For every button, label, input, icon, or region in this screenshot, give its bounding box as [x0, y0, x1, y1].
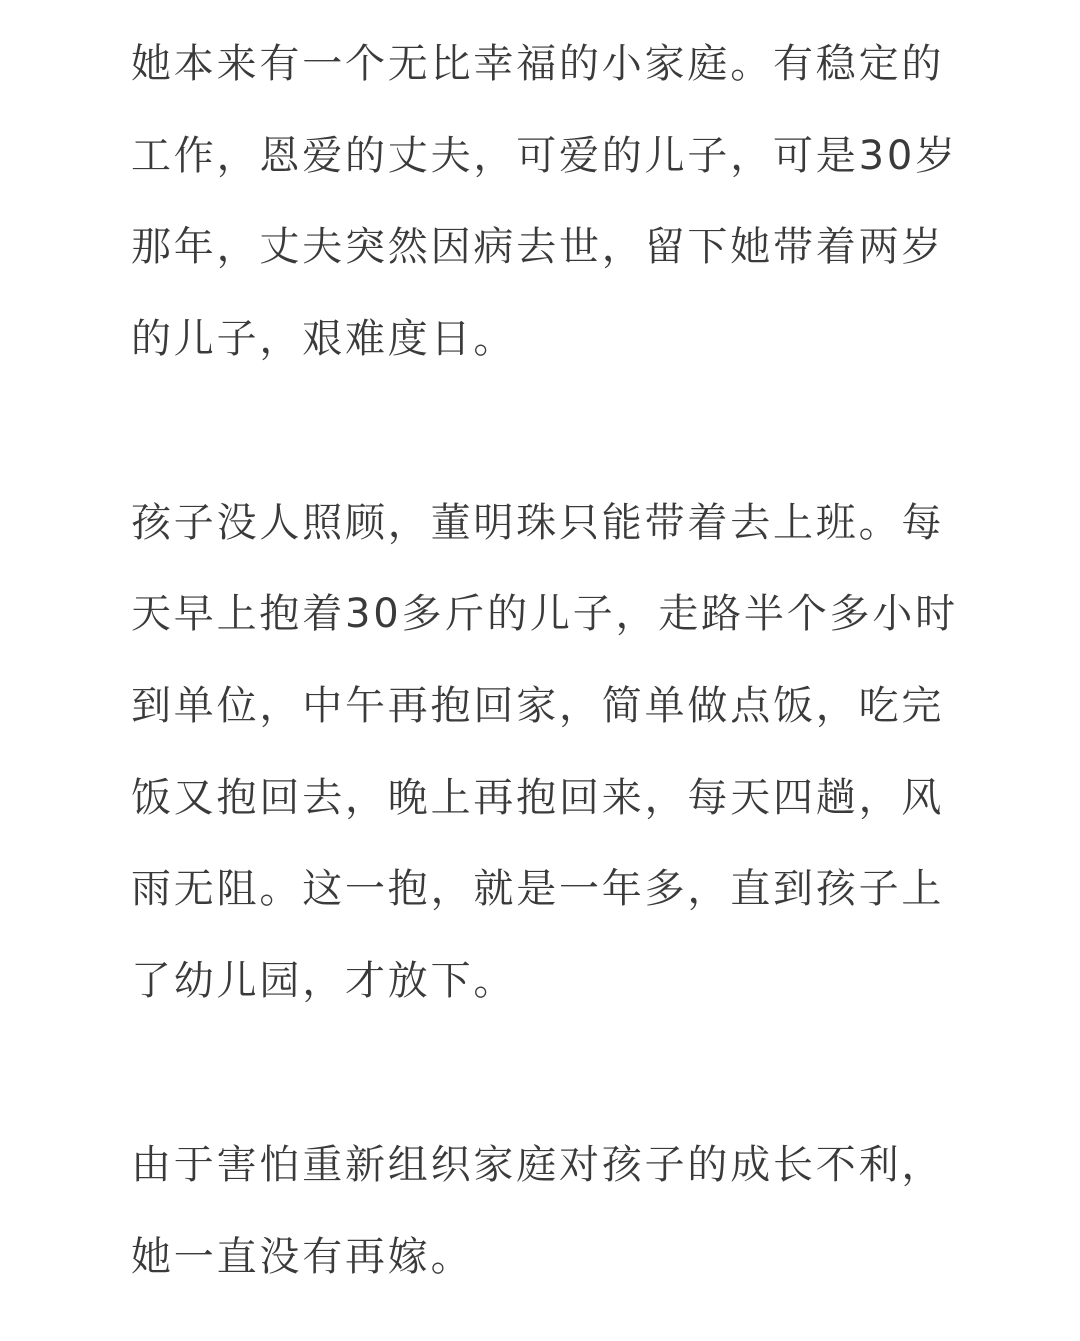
paragraph-2-line-1: 孩子没人照顾，董明珠只能带着去上班。每: [131, 500, 945, 546]
paragraph-1-line-3: 那年，丈夫突然因病去世，留下她带着两岁: [131, 224, 945, 270]
paragraph-1-line-4: 的儿子，艰难度日。: [131, 316, 517, 362]
paragraph-3-line-1: 由于害怕重新组织家庭对孩子的成长不利，: [131, 1142, 945, 1188]
paragraph-2-line-5: 雨无阻。这一抱，就是一年多，直到孩子上: [131, 866, 945, 912]
paragraph-2-line-6: 了幼儿园，才放下。: [131, 958, 517, 1004]
paragraph-2-line-2: 天早上抱着30多斤的儿子，走路半个多小时: [131, 591, 958, 637]
paragraph-3-line-2: 她一直没有再嫁。: [131, 1234, 474, 1280]
paragraph-1-line-1: 她本来有一个无比幸福的小家庭。有稳定的: [131, 41, 945, 87]
paragraph-2-line-3: 到单位，中午再抱回家，简单做点饭，吃完: [131, 683, 945, 729]
paragraph-2-line-4: 饭又抱回去，晚上再抱回来，每天四趟，风: [131, 775, 945, 821]
paragraph-1-line-2: 工作，恩爱的丈夫，可爱的儿子，可是30岁: [131, 133, 958, 179]
